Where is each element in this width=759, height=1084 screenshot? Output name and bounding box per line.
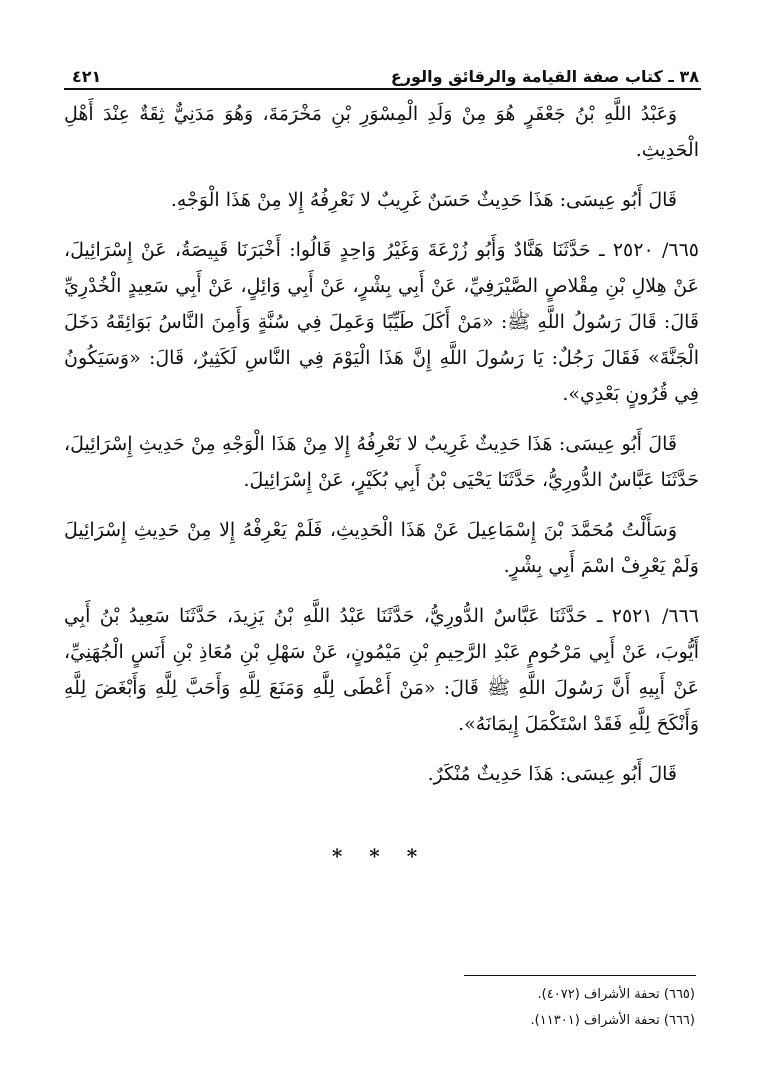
chapter-title: ٣٨ ـ كتاب صفة القيامة والرقائق والورع xyxy=(390,67,699,86)
footnote-665: (٦٦٥) تحفة الأشراف (٤٠٧٢). xyxy=(537,987,695,1002)
section-separator: * * * xyxy=(331,844,428,868)
page-number: ٤٢١ xyxy=(72,67,102,86)
main-text xyxy=(64,96,699,806)
paragraph-note: وَعَبْدُ اللَّهِ بْنُ جَعْفَرٍ هُوَ مِنْ وَلَدِ الْمِسْوَرِ بْنِ مَخْرَمَةَ، وَهُوَ مَدَنِيٌّ ثِقَةٌ عِنْدَ أَهْلِ الْحَدِيثِ. xyxy=(64,103,699,161)
footnote-rule xyxy=(464,975,696,976)
paragraph-grading: قَالَ أَبُو عِيسَى: هَذَا حَدِيثٌ حَسَنٌ غَرِيبٌ لا نَعْرِفُهُ إِلا مِنْ هَذَا الْوَجْهِ. xyxy=(170,189,677,211)
running-header xyxy=(72,58,699,86)
hadith-666: ٦٦٦/ ٢٥٢١ ـ حَدَّثَنَا عَبَّاسٌ الدُّورِيُّ، حَدَّثَنَا عَبْدُ اللَّهِ بْنُ يَزِيدَ، حَدَّثَنَا سَعِيدُ بْنُ أَبِي أَيُّوبَ، عَنْ أَبِي مَرْحُومٍ عَبْدِ الرَّحِيمِ بْنِ مَيْمُونٍ، عَنْ سَهْلِ بْنِ مُعَاذِ بْنِ أَنَسٍ الْجُهَنِيِّ، عَنْ أَبِيهِ أَنَّ رَسُولَ اللَّهِ ﷺ قَالَ: «مَنْ أَعْطَى لِلَّهِ وَمَنَعَ لِلَّهِ وَأَحَبَّ لِلَّهِ وَأَبْغَضَ لِلَّهِ وَأَنْكَحَ لِلَّهِ فَقَدْ اسْتَكْمَلَ إِيمَانَهُ». xyxy=(64,605,699,735)
hadith-665: ٦٦٥/ ٢٥٢٠ ـ حَدَّثَنَا هَنَّادٌ وَأَبُو زُرْعَةَ وَغَيْرُ وَاحِدٍ قَالُوا: أَخْبَرَنَا قَبِيصَةُ، عَنْ إِسْرَائِيلَ، عَنْ هِلالِ بْنِ مِقْلاصٍ الصَّيْرَفِيِّ، عَنْ أَبِي بِشْرٍ، عَنْ أَبِي وَائِلٍ، عَنْ أَبِي سَعِيدٍ الْخُدْرِيِّ قَالَ: قَالَ رَسُولُ اللَّهِ ﷺ: «مَنْ أَكَلَ طَيِّبًا وَعَمِلَ فِي سُنَّةٍ وَأَمِنَ النَّاسُ بَوَائِقَهُ دَخَلَ الْجَنَّةَ» فَقَالَ رَجُلٌ: يَا رَسُولَ اللَّهِ إِنَّ هَذَا الْيَوْمَ فِي النَّاسِ لَكَثِيرٌ، قَالَ: «وَسَيَكُونُ فِي قُرُونٍ بَعْدِي». xyxy=(64,239,699,405)
paragraph-grading: قَالَ أَبُو عِيسَى: هَذَا حَدِيثٌ مُنْكَرٌ. xyxy=(427,763,677,785)
paragraph-grading: قَالَ أَبُو عِيسَى: هَذَا حَدِيثٌ غَرِيبٌ لا نَعْرِفُهُ إِلا مِنْ هَذَا الْوَجْهِ مِنْ حَدِيثِ إِسْرَائِيلَ، حَدَّثَنَا عَبَّاسٌ الدُّورِيُّ، حَدَّثَنَا يَحْيَى بْنُ أَبِي بُكَيْرٍ، عَنْ إِسْرَائِيلَ. xyxy=(64,433,699,491)
paragraph-note: وَسَأَلْتُ مُحَمَّدَ بْنَ إِسْمَاعِيلَ عَنْ هَذَا الْحَدِيثِ، فَلَمْ يَعْرِفْهُ إِلا مِنْ حَدِيثِ إِسْرَائِيلَ وَلَمْ يَعْرِفْ اسْمَ أَبِي بِشْرٍ. xyxy=(64,519,699,577)
header-rule xyxy=(64,88,701,90)
footnotes xyxy=(295,982,695,1034)
footnote-666: (٦٦٦) تحفة الأشراف (١١٣٠١). xyxy=(530,1013,695,1028)
